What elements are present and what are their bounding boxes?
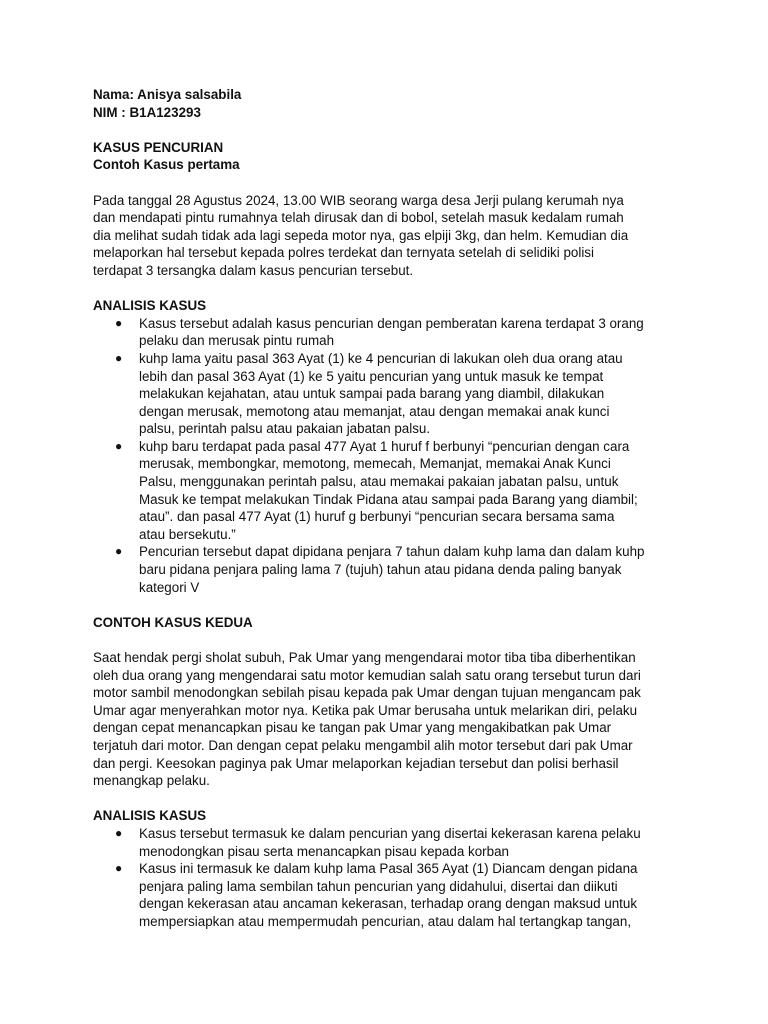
spacer [93,280,683,298]
spacer [93,174,683,192]
spacer [93,790,683,808]
bullet-icon: ● [115,315,123,330]
list-item [93,438,683,544]
document-page [93,86,683,931]
case-two-title: CONTOH KASUS KEDUA [93,614,253,630]
analysis-one-list [93,315,683,597]
case-subtitle: Contoh Kasus pertama [93,157,240,173]
list-item-line: Kasus ini termasuk ke dalam kuhp lama Pasal 365 Ayat (1) Diancam dengan pidana [139,861,638,877]
bullet-icon: ● [115,544,123,559]
paragraph-line: oleh dua orang yang mengendarai satu motor kemudian salah satu orang tersebut turun dari [93,667,641,683]
spacer [93,596,683,614]
paragraph-line: terdapat 3 tersangka dalam kasus pencurian tersebut. [93,262,414,278]
analysis-one-title: ANALISIS KASUS [93,298,207,314]
list-item-line: penjara paling lama sembilan tahun pencurian yang didahului, disertai dan diikuti [139,878,618,894]
list-item-line: dengan merusak, memotong atau memanjat, atau dengan memakai anak kunci [139,403,610,419]
list-item-line: Palsu, menggunakan perintah palsu, atau memakai pakaian jabatan palsu, untuk [139,474,619,490]
list-item [93,543,683,596]
paragraph-line: Umar agar menyerahkan motor nya. Ketika pak Umar berusaha untuk melarikan diri, pelaku [93,702,638,718]
paragraph-line: dengan cepat menancapkan pisau ke tangan pak Umar yang mengakibatkan pak Umar [93,720,612,736]
case-one-paragraph [93,192,683,280]
paragraph-line: menangkap pelaku. [93,773,210,789]
bullet-icon: ● [115,861,123,876]
list-item-line: merusak, membongkar, memotong, memecah, Memanjat, memakai Anak Kunci [139,456,611,472]
bullet-icon: ● [115,438,123,453]
case-two-paragraph [93,649,683,790]
student-nim: NIM : B1A123293 [93,104,201,120]
paragraph-line: melaporkan hal tersebut kepada polres terdekat dan ternyata setelah di selidiki polisi [93,245,594,261]
paragraph-line: motor sambil menodongkan sebilah pisau kepada pak Umar dengan tujuan mengancam pak [93,685,641,701]
paragraph-line: Pada tanggal 28 Agustus 2024, 13.00 WIB seorang warga desa Jerji pulang kerumah nya [93,192,624,208]
analysis-two-list [93,825,683,931]
paragraph-line: terjatuh dari motor. Dan dengan cepat pelaku mengambil alih motor tersebut dari pak Umar [93,737,633,753]
bullet-icon: ● [115,350,123,365]
paragraph-line: Saat hendak pergi sholat subuh, Pak Umar yang mengendarai motor tiba tiba diberhentikan [93,650,636,665]
list-item-line: baru pidana penjara paling lama 7 (tujuh) tahun atau pidana denda paling banyak [139,562,622,578]
list-item-line: dengan kekerasan atau ancaman kekerasan, terhadap orang dengan maksud untuk [139,896,638,912]
list-item-line: mempersiapkan atau mempermudah pencurian, atau dalam hal tertangkap tangan, [139,913,632,929]
list-item-line: lebih dan pasal 363 Ayat (1) ke 5 yaitu pencurian yang untuk masuk ke tempat [139,368,604,384]
list-item [93,825,683,860]
bullet-icon: ● [115,825,123,840]
case-title: KASUS PENCURIAN [93,139,224,155]
list-item [93,350,683,438]
list-item-line: kuhp baru terdapat pada pasal 477 Ayat 1 huruf f berbunyi “pencurian dengan cara [139,438,630,454]
student-name: Nama: Anisya salsabila [93,87,242,102]
list-item-line: Masuk ke tempat melakukan Tindak Pidana atau sampai pada Barang yang diambil; [139,491,638,507]
list-item-line: melakukan kejahatan, atau untuk sampai pada barang yang diambil, dilakukan [139,386,605,402]
list-item-line: menodongkan pisau serta menancapkan pisau kepada korban [139,843,509,859]
paragraph-line: dan pergi. Keesokan paginya pak Umar melaporkan kejadian tersebut dan polisi berhasil [93,755,619,771]
list-item-line: palsu, perintah palsu atau pakaian jabatan palsu. [139,421,431,437]
list-item-line: kategori V [139,579,200,595]
list-item [93,860,683,930]
list-item-line: kuhp lama yaitu pasal 363 Ayat (1) ke 4 pencurian di lakukan oleh dua orang atau [139,350,623,366]
list-item [93,315,683,350]
list-item-line: pelaku dan merusak pintu rumah [139,333,335,349]
paragraph-line: dia melihat sudah tidak ada lagi sepeda motor nya, gas elpiji 3kg, dan helm. Kemudian dia [93,227,629,243]
list-item-line: atau”. dan pasal 477 Ayat (1) huruf g berbunyi “pencurian secara bersama sama [139,509,615,525]
paragraph-line: dan mendapati pintu rumahnya telah dirusak dan di bobol, setelah masuk kedalam rumah [93,210,624,226]
list-item-line: Kasus tersebut adalah kasus pencurian dengan pemberatan karena terdapat 3 orang [139,315,644,331]
list-item-line: Pencurian tersebut dapat dipidana penjara 7 tahun dalam kuhp lama dan dalam kuhp [139,544,645,560]
spacer [93,631,683,649]
list-item-line: atau bersekutu.” [139,526,236,542]
list-item-line: Kasus tersebut termasuk ke dalam pencurian yang disertai kekerasan karena pelaku [139,825,641,841]
spacer [93,121,683,139]
analysis-two-title: ANALISIS KASUS [93,808,207,824]
